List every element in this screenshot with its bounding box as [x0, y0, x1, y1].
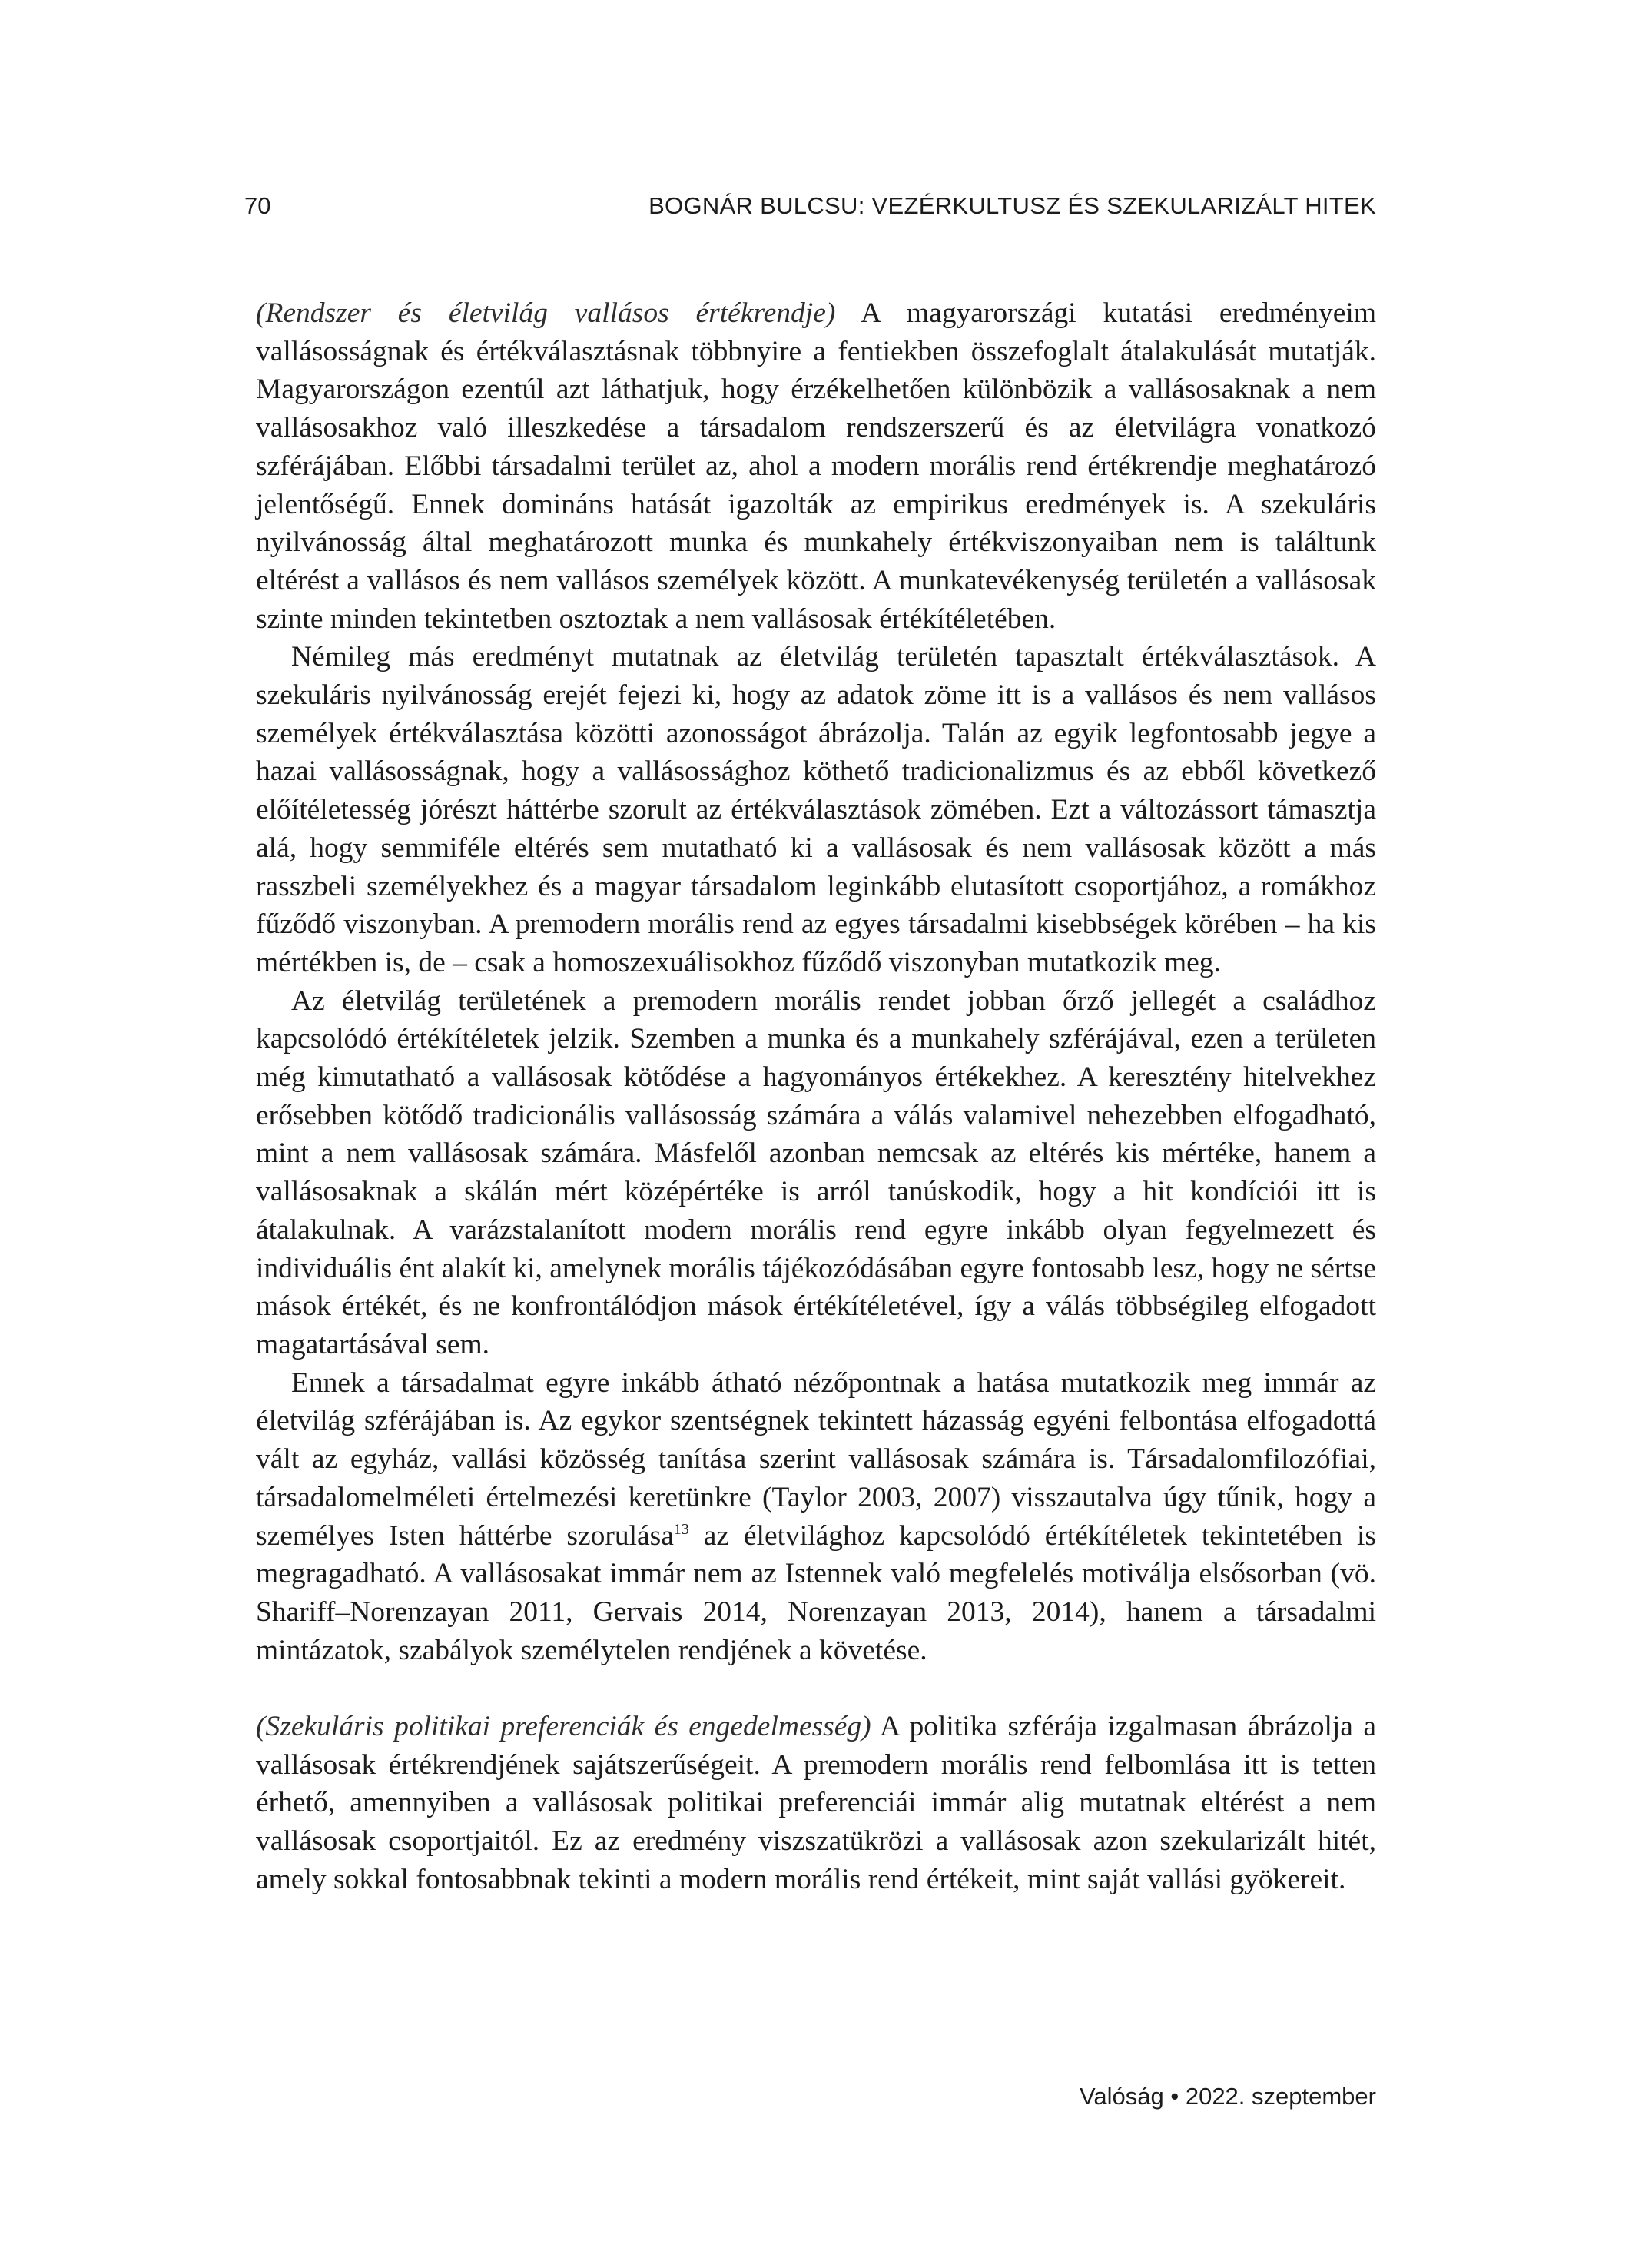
page-footer: Valóság • 2022. szeptember — [1080, 2083, 1376, 2110]
paragraph: Némileg más eredményt mutatnak az életvilág területén tapasztalt értékválasztások. A szekuláris nyilvánosság erejét fejezi ki, hogy az adatok zöme itt is a vallásos és nem vallásos személyek értékválasztása közötti azonosságot ábrázolja. Talán az egyik legfontosabb jegye a hazai vallásosságnak, hogy a vallásossághoz köthető tradicionalizmus és az ebből következő előítéletesség jórészt háttérbe szorult az értékválasztások zömében. Ezt a változássort támasztja alá, hogy semmiféle eltérés sem mutatható ki a vallásosak és nem vallásosak között a más rasszbeli személyekhez és a magyar társadalom leginkább elutasított csoportjához, a romákhoz fűződő viszonyban. A premodern morális rend az egyes társadalmi kisebbségek körében – ha kis mértékben is, de – csak a homoszexuálisokhoz fűződő viszonyban mutatkozik meg. — [256, 641, 1376, 978]
paragraph — [256, 1708, 1376, 1899]
page-header — [244, 192, 1376, 223]
running-title: BOGNÁR BULCSU: VEZÉRKULTUSZ ÉS SZEKULARIZÁLT HITEK — [648, 192, 1376, 219]
paragraph-text: A politika szférája izgalmasan ábrázolja a vallásosak értékrendjének sajátszerűségeit. A premodern morális rend felbomlása itt is tetten érhető, amennyiben a vallásosak politikai preferenciái immár alig mutatnak eltérést a nem vallásosak csoportjaitól. Ez az eredmény viszszatükrözi a vallásosak azon szekularizált hitét, amely sokkal fontosabbnak tekinti a modern morális rend értékeit, mint saját vallási gyökereit. — [256, 1711, 1376, 1895]
page-number: 70 — [244, 192, 271, 219]
footnote-marker: 13 — [673, 1520, 689, 1538]
paragraph: Az életvilág területének a premodern morális rendet jobban őrző jellegét a családhoz kapcsolódó értékítéletek jelzik. Szemben a munka és a munkahely szférájával, ezen a területen még kimutatható a vallásosak kötődése a hagyományos értékekhez. A keresztény hitelvekhez erősebben kötődő tradicionális vallásosság számára a válás valamivel nehezebben elfogadható, mint a nem vallásosak számára. Másfelől azonban nemcsak az eltérés kis mértéke, hanem a vallásosaknak a skálán mért középértéke is arról tanúskodik, hogy a hit kondíciói itt is átalakulnak. A varázstalanított modern morális rend egyre inkább olyan fegyelmezett és individuális ént alakít ki, amelynek morális tájékozódásában egyre fontosabb lesz, hogy ne sértse mások értékét, és ne konfrontálódjon mások értékítéletével, így a válás többségileg elfogadott magatartásával sem. — [256, 985, 1376, 1360]
paragraph-text: Ennek a társadalmat egyre inkább átható nézőpontnak a hatása mutatkozik meg immár az életvilág szférájában is. Az egykor szentségnek tekintett házasság egyéni felbontása elfogadottá vált az egyház, vallási közösség tanítása szerint vallásosak számára is. Társadalomfilozófiai, társadalomelméleti értelmezési keretünkre (Taylor 2003, 2007) visszautalva úgy tűnik, hogy a személyes Isten háttérbe szorulása — [256, 1366, 1376, 1552]
section-heading: (Szekuláris politikai preferenciák és engedelmesség) — [256, 1711, 871, 1742]
paragraph — [256, 294, 1376, 638]
paragraph-text: az életvilághoz kapcsolódó értékítéletek tekintetében is megragadható. A vallásosakat immár nem az Istennek való megfelelés motiválja elsősorban (vö. Shariff–Norenzayan 2011, Gervais 2014, Norenzayan 2013, 2014), hanem a társadalmi mintázatok, szabályok személytelen rendjének a követése. — [256, 1519, 1376, 1666]
section-heading: (Rendszer és életvilág vallásos értékrendje) — [256, 297, 836, 329]
paragraph-text: A magyarországi kutatási eredményeim vallásosságnak és értékválasztásnak többnyire a fentiekben összefoglalt átalakulását mutatják. Magyarországon ezentúl azt láthatjuk, hogy érzékelhetően különbözik a vallásosaknak a nem vallásosakhoz való illeszkedése a társadalom rendszerszerű és az életvilágra vonatkozó szférájában. Előbbi társadalmi terület az, ahol a modern morális rend értékrendje meghatározó jelentőségű. Ennek domináns hatását igazolták az empirikus eredmények is. A szekuláris nyilvánosság által meghatározott munka és munkahely értékviszonyaiban nem is találtunk eltérést a vallásos és nem vallásos személyek között. A munkatevékenység területén a vallásosak szinte minden tekintetben osztoztak a nem vallásosak értékítéletében. — [256, 297, 1376, 635]
article-body — [256, 294, 1376, 1899]
paragraph — [256, 1364, 1376, 1670]
